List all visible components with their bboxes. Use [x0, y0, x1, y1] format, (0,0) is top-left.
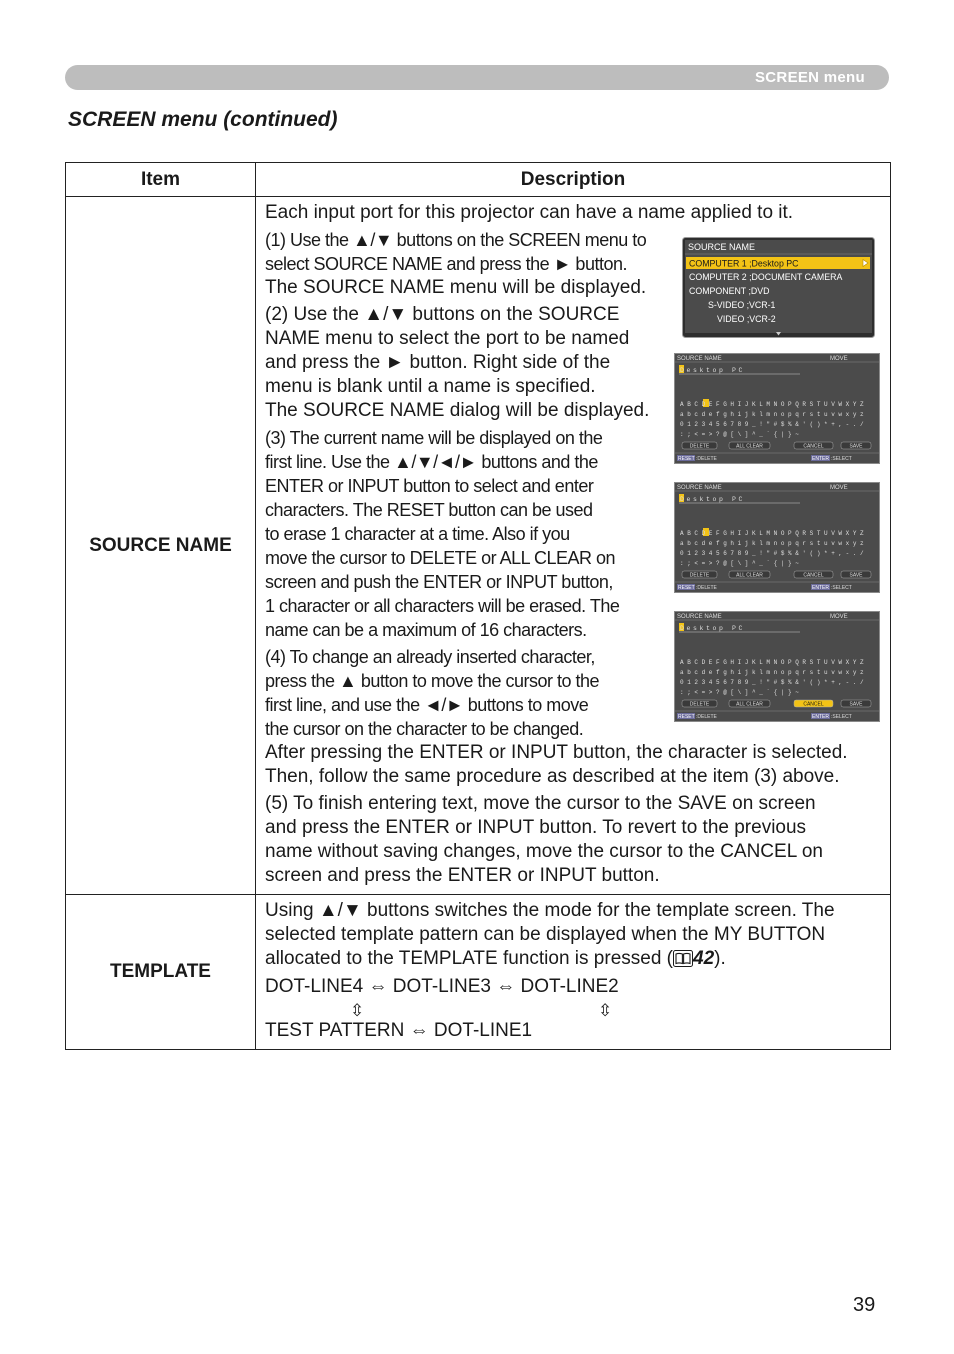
page-number: 39 — [853, 1294, 876, 1316]
svg-text::SELECT: :SELECT — [831, 714, 852, 720]
double-arrow-icon: ⇔ — [368, 976, 388, 997]
template-line1: Using ▲/▼ buttons switches the mode for the template screen. The — [265, 900, 835, 921]
char-row-lower: a b c d e f g h i j k l m n o p q r s t u v w x y z — [680, 669, 864, 676]
current-name: Desktop PC — [680, 367, 746, 374]
char-row-upper: A B C D E F G H I J K L M N O P Q R S T U V W X Y Z — [680, 530, 864, 537]
step3-line2: first line. Use the ▲/▼/◄/► buttons and the — [265, 452, 598, 472]
svg-text:ALL CLEAR: ALL CLEAR — [736, 701, 763, 708]
book-reference-icon — [673, 950, 693, 967]
source-name-dialog-screenshot-3 — [674, 611, 880, 722]
svg-text::DELETE: :DELETE — [696, 585, 717, 591]
char-row-symbols: : ; < = > ? @ [ \ ] ^ _ ` { | } ~ — [680, 689, 799, 696]
template-sequence-row1: DOT-LINE4 ⇔ DOT-LINE3 ⇔ DOT-LINE2 — [265, 976, 619, 997]
svg-text:ENTER: ENTER — [812, 456, 829, 462]
menu-row-video: VIDEO ;VCR-2 — [717, 314, 776, 324]
menu-row-computer2: COMPUTER 2 ;DOCUMENT CAMERA — [689, 272, 843, 282]
menu-row-svideo: S-VIDEO ;VCR-1 — [708, 300, 776, 310]
table-header-row — [66, 163, 891, 197]
description-table — [65, 162, 891, 1050]
table-row-source-name — [66, 197, 891, 895]
dialog-move-label: MOVE — [830, 485, 848, 491]
template-line3: allocated to the TEMPLATE function is pressed ( 42). — [265, 948, 726, 969]
step5-line3: name without saving changes, move the cursor to the CANCEL on — [265, 841, 823, 862]
char-row-upper: A B C D E F G H I J K L M N O P Q R S T U V W X Y Z — [680, 401, 864, 408]
dialog-title: SOURCE NAME — [677, 614, 722, 620]
step3-line9: name can be a maximum of 16 characters. — [265, 620, 587, 640]
step3-line5: to erase 1 character at a time. Also if you — [265, 524, 570, 544]
menu-row-computer1: COMPUTER 1 ;Desktop PC — [689, 258, 799, 269]
step2-line2: NAME menu to select the port to be named — [265, 328, 630, 349]
svg-text:SAVE: SAVE — [849, 701, 863, 708]
svg-text:RESET: RESET — [678, 714, 695, 720]
header-bar — [65, 65, 889, 90]
svg-text::DELETE: :DELETE — [696, 714, 717, 720]
current-name: Desktop PC — [680, 496, 746, 503]
menu-title: SOURCE NAME — [688, 242, 756, 252]
item-template: TEMPLATE — [66, 895, 256, 1050]
svg-text:ALL CLEAR: ALL CLEAR — [736, 572, 763, 579]
svg-text:CANCEL: CANCEL — [803, 572, 824, 579]
step5-line2: and press the ENTER or INPUT button. To revert to the previous — [265, 817, 807, 838]
dialog-title: SOURCE NAME — [677, 485, 722, 491]
svg-text::DELETE: :DELETE — [696, 456, 717, 462]
step1-line3: The SOURCE NAME menu will be displayed. — [265, 277, 647, 298]
page-reference: 42 — [693, 948, 715, 969]
source-name-menu-screenshot — [682, 237, 875, 338]
step4-line2: press the ▲ button to move the cursor to the — [265, 671, 600, 691]
char-row-symbols: : ; < = > ? @ [ \ ] ^ _ ` { | } ~ — [680, 560, 799, 567]
svg-text:ENTER: ENTER — [812, 714, 829, 720]
svg-text::SELECT: :SELECT — [831, 456, 852, 462]
dialog-title: SOURCE NAME — [677, 356, 722, 362]
step2-line4: menu is blank until a name is specified. — [265, 376, 596, 397]
column-header-item: Item — [66, 163, 256, 197]
step3-line8: 1 character or all characters will be erased. The — [265, 596, 620, 616]
char-row-symbols: : ; < = > ? @ [ \ ] ^ _ ` { | } ~ — [680, 431, 799, 438]
column-header-description: Description — [256, 163, 891, 197]
intro-text: Each input port for this projector can have a name applied to it. — [265, 202, 794, 223]
description-source-name — [256, 197, 891, 895]
step4-line3: first line, and use the ◄/► buttons to move — [265, 695, 589, 715]
step2-line3: and press the ► button. Right side of the — [265, 352, 611, 373]
step2-line5: The SOURCE NAME dialog will be displayed. — [265, 400, 650, 421]
source-name-dialog-screenshot-2 — [674, 482, 880, 593]
svg-text:SAVE: SAVE — [849, 572, 863, 579]
svg-text:CANCEL: CANCEL — [803, 701, 824, 708]
svg-text:RESET: RESET — [678, 585, 695, 591]
description-template — [256, 895, 891, 1050]
char-row-digits: 0 1 2 3 4 5 6 7 8 9 _ ! " # $ % & ' ( ) * + , - . / — [680, 679, 864, 686]
step3-line7: screen and push the ENTER or INPUT button, — [265, 572, 613, 592]
svg-text:DELETE: DELETE — [689, 443, 710, 450]
dialog-move-label: MOVE — [830, 614, 848, 620]
svg-text:DELETE: DELETE — [689, 572, 710, 579]
step2-line1: (2) Use the ▲/▼ buttons on the SOURCE — [265, 304, 620, 325]
step1-line2: select SOURCE NAME and press the ► button. — [265, 254, 627, 274]
svg-text::SELECT: :SELECT — [831, 585, 852, 591]
step4-line5: After pressing the ENTER or INPUT button, the character is selected. — [265, 742, 848, 763]
svg-text:DELETE: DELETE — [689, 701, 710, 708]
step4-line1: (4) To change an already inserted character, — [265, 647, 595, 667]
svg-text:CANCEL: CANCEL — [803, 443, 824, 450]
svg-text:SAVE: SAVE — [849, 443, 863, 450]
item-source-name: SOURCE NAME — [66, 197, 256, 895]
current-name: Desktop PC — [680, 625, 746, 632]
header-menu-label: SCREEN menu — [755, 69, 865, 86]
char-row-upper: A B C D E F G H I J K L M N O P Q R S T U V W X Y Z — [680, 659, 864, 666]
source-name-dialog-screenshot-1 — [674, 353, 880, 464]
svg-text:ENTER: ENTER — [812, 585, 829, 591]
vertical-arrow-icon: ⇳ — [350, 1001, 365, 1020]
double-arrow-icon: ⇔ — [496, 976, 516, 997]
template-sequence-row2: TEST PATTERN ⇔ DOT-LINE1 — [265, 1020, 533, 1041]
step1-line1: (1) Use the ▲/▼ buttons on the SCREEN menu to — [265, 230, 647, 250]
source-name-content — [265, 201, 882, 888]
step3-line6: move the cursor to DELETE or ALL CLEAR on — [265, 548, 616, 568]
template-line2: selected template pattern can be displayed when the MY BUTTON — [265, 924, 826, 945]
step3-line1: (3) The current name will be displayed on the — [265, 428, 603, 448]
char-row-lower: a b c d e f g h i j k l m n o p q r s t u v w x y z — [680, 540, 864, 547]
svg-text:ALL CLEAR: ALL CLEAR — [736, 443, 763, 450]
step3-line4: characters. The RESET button can be used — [265, 500, 593, 520]
char-row-digits: 0 1 2 3 4 5 6 7 8 9 _ ! " # $ % & ' ( ) * + , - . / — [680, 550, 864, 557]
char-row-lower: a b c d e f g h i j k l m n o p q r s t u v w x y z — [680, 411, 864, 418]
char-row-digits: 0 1 2 3 4 5 6 7 8 9 _ ! " # $ % & ' ( ) * + , - . / — [680, 421, 864, 428]
svg-text:RESET: RESET — [678, 456, 695, 462]
step5-line4: screen and press the ENTER or INPUT button. — [265, 865, 660, 886]
section-title: SCREEN menu (continued) — [68, 108, 338, 131]
template-vertical-arrows — [265, 999, 882, 1019]
dialog-move-label: MOVE — [830, 356, 848, 362]
step5-line1: (5) To finish entering text, move the cursor to the SAVE on screen — [265, 793, 816, 814]
step4-line6: Then, follow the same procedure as described at the item (3) above. — [265, 766, 840, 787]
vertical-arrow-icon: ⇳ — [598, 1001, 613, 1020]
menu-row-component: COMPONENT ;DVD — [689, 286, 770, 296]
table-row-template — [66, 895, 891, 1050]
double-arrow-icon: ⇔ — [409, 1020, 429, 1041]
step3-line3: ENTER or INPUT button to select and enter — [265, 476, 594, 496]
step4-line4: the cursor on the character to be changed. — [265, 719, 584, 739]
